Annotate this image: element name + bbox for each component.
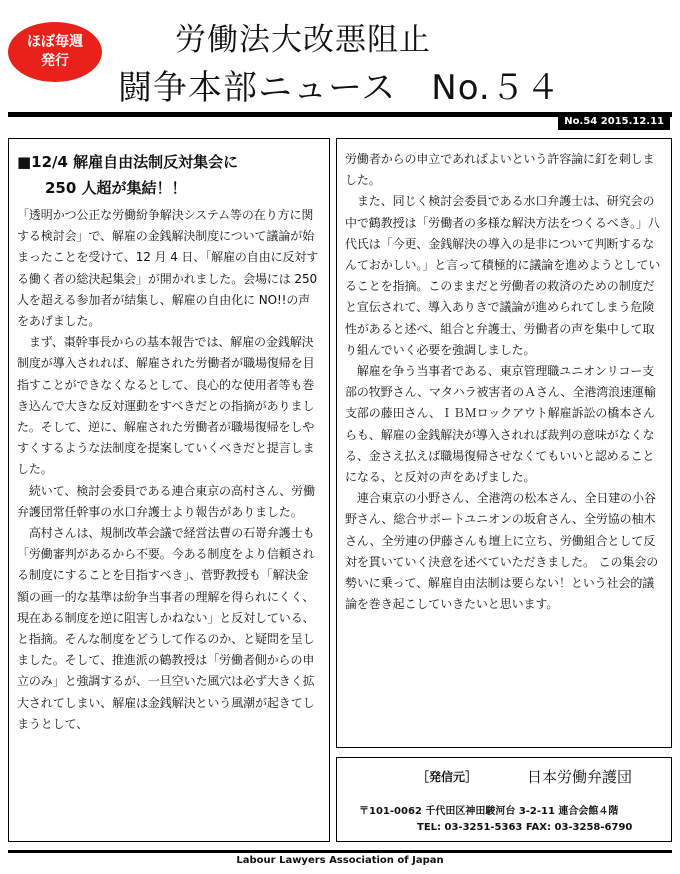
- article-paragraph: 「透明かつ公正な労働紛争解決システム等の在り方に関する検討会」で、解雇の金銭解決制度について議論が始まったことを受けて、12 月 4 日、「解雇の自由に反対する働く者の総決起集会」が開かれました。会場には 250 人を超える参加者が結集し、解雇の自由化に NO!!の声をあげました。: [17, 208, 319, 329]
- newsletter-title-line1: 労働法大改悪阻止: [175, 22, 431, 58]
- issue-number-date: No.54 2015.12.11: [558, 114, 670, 130]
- sender-phone-fax: TEL: 03-3251-5363 FAX: 03-3258-6790: [417, 822, 633, 833]
- article-heading-line1: ■12/4 解雇自由法制反対集会に: [17, 153, 239, 171]
- sender-label: ［発信元］: [417, 770, 478, 784]
- article-right-column: [336, 138, 672, 748]
- badge-line2: 発行: [41, 53, 69, 69]
- article-paragraph: 続いて、検討会委員である連合東京の高村さん、労働弁護団常任幹事の水口弁護士より報告がありました。: [17, 483, 315, 519]
- footer-rule: [8, 850, 672, 853]
- article-paragraph: 解雇を争う当事者である、東京管理職ユニオンリコー支部の牧野さん、マタハラ被害者のＡさん、全港湾浪速運輸支部の藤田さん、ＩＢＭロックアウト解雇訴訟の橋本さんらも、解雇の金銭解決が導入されれば裁判の意味がなくなる、金さえ払えば職場復帰させなくてもいいと認めることになる、と反対の声をあげました。: [345, 364, 656, 485]
- article-paragraph: まず、棗幹事長からの基本報告では、解雇の金銭解決制度が導入されれば、解雇された労働者が職場復帰を目指すことができなくなるとして、良心的な使用者等も巻き込んで大きな反対運動をすべきだとの指摘がありました。そして、逆に、解雇された労働者が職場復帰をしやすくするような法制度を提案していくべきだと提言しました。: [17, 335, 315, 477]
- article-paragraph: 高村さんは、規制改革会議で経営法曹の石嵜弁護士も「労働審判があるから不要。今ある制度をより信頼される制度にすることを目指すべき」、菅野教授も「解決金額の画一的な基準は紛争当事者の理解を得られにくく、現在ある制度を逆に阻害しかねない」と反対している、と指摘。そんな制度をどうして作るのか、と疑問を呈しました。そして、推進派の鶴教授は「労働者側からの申立のみ」と強調するが、一旦空いた風穴は必ず大きく拡大されてしまい、解雇は金銭解決という風潮が起きてしまうとして、: [17, 526, 315, 731]
- article-left-column: [8, 138, 330, 842]
- article-paragraph: また、同じく検討会委員である水口弁護士は、研究会の中で鶴教授は「労働者の多様な解決方法をつくるべき。」八代氏は「今更、金銭解決の導入の是非について判断するなんておかしい。」と言って積極的に議論を進めようとしていることを指摘。このままだと労働者の救済のための制度だと宣伝されて、導入ありきで議論が進められてしまう危険性があると述べ、組合と弁護士、労働者の声を集中して取り組んでいく必要を強調しました。: [345, 194, 661, 357]
- newsletter-title-line2: 闘争本部ニュース No.５４: [118, 68, 561, 108]
- weekly-badge: [8, 22, 102, 82]
- article-paragraph: 連合東京の小野さん、全港湾の松本さん、全日建の小谷野さん、総合サポートユニオンの坂倉さん、全労協の柚木さん、全労連の伊藤さんも壇上に立ち、労働組合として反対を貫いていく決意を述べていただきました。 この集会の勢いに乗って、解雇自由法制は要らない！という社会的議論を巻き起こしていきたいと思います。: [345, 491, 659, 612]
- article-heading: [17, 149, 319, 201]
- footer-organization: Labour Lawyers Association of Japan: [236, 855, 444, 866]
- article-paragraph: 労働者からの申立であればよいという許容論に釘を刺しました。: [345, 152, 655, 188]
- sender-address: 〒101-0062 千代田区神田駿河台 3-2-11 連合会館４階: [359, 806, 619, 817]
- sender-organization: 日本労働弁護団: [527, 768, 633, 786]
- article-heading-line2: 250 人超が集結！！: [45, 179, 187, 197]
- badge-line1: ほぼ毎週: [27, 34, 83, 50]
- sender-box: [336, 757, 672, 842]
